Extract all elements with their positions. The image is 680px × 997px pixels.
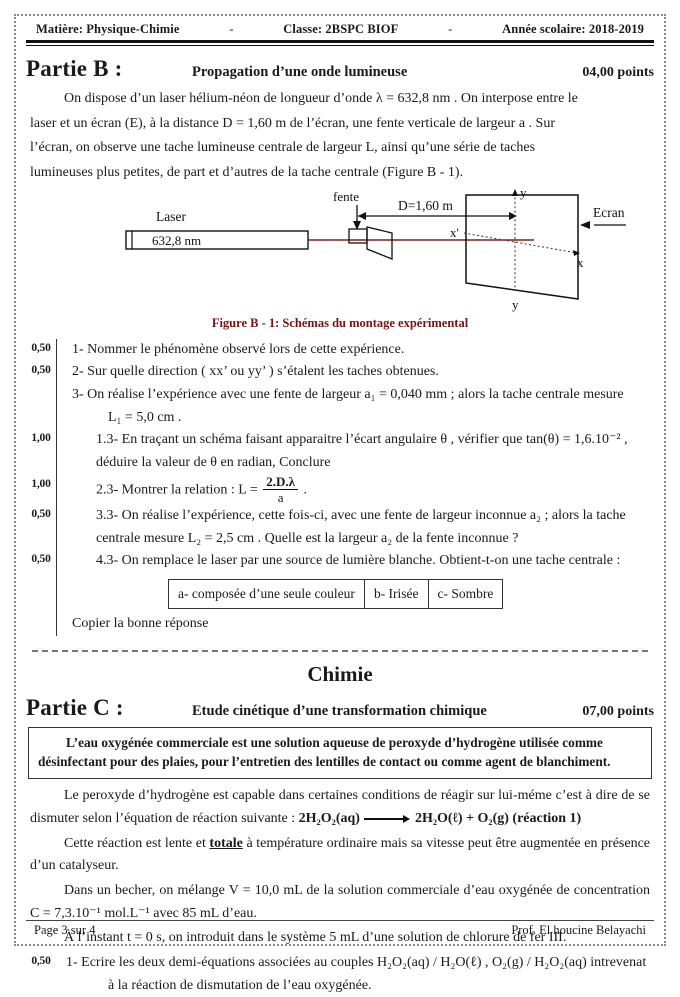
- fraction-denominator: a: [277, 490, 284, 506]
- experiment-diagram-svg: [26, 187, 654, 315]
- partie-c-points: 07,00 points: [582, 703, 654, 719]
- options-row: [26, 573, 654, 613]
- question-points: 0,50: [31, 955, 51, 968]
- option-a[interactable]: a- composée d’une seule couleur: [169, 580, 365, 609]
- question-row: [26, 452, 654, 475]
- screen-axis-x: [464, 233, 577, 253]
- question-row: [26, 975, 654, 997]
- partie-c-heading: [26, 695, 654, 721]
- points-gutter-rule: [56, 339, 57, 636]
- slit-square: [349, 229, 367, 243]
- chimie-paragraph-2-a: Cette réaction est lente et: [64, 835, 210, 851]
- question-text: 1- Ecrire les deux demi-équations associées au couples H₂O₂(aq) / H₂O(ℓ) , O₂(g) / H₂O₂(aq) intrevenat: [66, 955, 647, 971]
- fente-label: fente: [333, 188, 359, 204]
- copy-answer-row: [26, 613, 654, 636]
- question-row: [26, 505, 654, 528]
- screen-parallelogram: [466, 195, 578, 299]
- document-header: [26, 22, 654, 40]
- header-dash-1: -: [229, 22, 234, 36]
- question-text: centrale mesure L₂ = 2,5 cm . Quelle est la largeur a₂ de la fente inconnue ?: [96, 530, 519, 546]
- chimie-paragraph-2-c: à température ordinaire mais sa vitesse peut être augmentée en présence d’un catalyseur.: [30, 835, 650, 874]
- document-footer: [26, 920, 654, 938]
- distance-arrow-head-right: [509, 212, 517, 220]
- partie-c-title: Partie C :: [26, 694, 124, 720]
- question-text: déduire la valeur de θ en radian, Conclure: [96, 455, 331, 471]
- reaction-tag: (réaction 1): [512, 811, 582, 827]
- question-text: 1.3- En traçant un schéma faisant apparaitre l’écart angulaire θ , vérifier que tan(θ) = 1,6.10⁻² ,: [96, 432, 628, 448]
- question-text-prefix: 2.3- Montrer la relation : L =: [96, 482, 258, 498]
- question-row: [26, 528, 654, 551]
- header-dash-2: -: [448, 22, 453, 36]
- question-points: [26, 384, 56, 387]
- fraction-numerator: 2.D.λ: [263, 475, 298, 491]
- question-points-spacer: [26, 975, 56, 978]
- partie-b-heading: [26, 56, 654, 82]
- question-row: [26, 384, 654, 407]
- question-row: [26, 407, 654, 430]
- question-text: 4.3- On remplace le laser par une source de lumière blanche. Obtient-t-on une tache centrale :: [96, 553, 621, 569]
- reaction-arrow-icon: [364, 814, 410, 823]
- copy-answer-points-spacer: [26, 613, 56, 616]
- chimie-intro-line-1: L’eau oxygénée commerciale est une solution aqueuse de peroxyde d’hydrogène utilisée comme: [66, 734, 603, 750]
- question-text: 1- Nommer le phénomène observé lors de cette expérience.: [72, 341, 405, 357]
- axis-y-top-label: y: [520, 186, 527, 200]
- section-separator: [32, 650, 648, 652]
- distance-arrow-head-left: [358, 212, 366, 220]
- question-text: 3- On réalise l’expérience avec une fente de largeur a₁ = 0,040 mm ; alors la tache centrale mesure: [72, 387, 624, 403]
- partie-b-questions: [26, 339, 654, 636]
- header-school-year: Année scolaire: 2018-2019: [502, 22, 644, 36]
- option-b[interactable]: b- Irisée: [364, 580, 428, 609]
- question-points: 0,50: [31, 341, 51, 354]
- footer-row: [26, 923, 654, 938]
- question-row: [26, 339, 654, 362]
- question-row-with-fraction: [26, 475, 654, 505]
- laser-label: Laser: [156, 208, 186, 224]
- ecran-label: Ecran: [593, 204, 625, 220]
- question-points: 1,00: [31, 477, 51, 490]
- option-c[interactable]: c- Sombre: [428, 580, 503, 609]
- partie-b-intro-line-1: On dispose d’un laser hélium-néon de longueur d’onde λ = 632,8 nm . On interpose entre le: [64, 91, 578, 106]
- chimie-paragraph-4: À l’instant t = 0 s, on introduit dans le système 5 mL d’une solution de chlorure de fer III.: [64, 930, 567, 946]
- figure-caption: Figure B - 1: Schémas du montage expérimental: [211, 315, 469, 330]
- chimie-paragraph-1: [30, 785, 650, 830]
- chimie-paragraph-2-totale: totale: [209, 835, 243, 851]
- header-class: Classe: 2BSPC BIOF: [283, 22, 399, 36]
- question-text-suffix: .: [303, 482, 307, 498]
- chimie-intro-line-2: désinfectant pour des plaies, pour l’entretien des lentilles de contact ou comme agent de blanchiment.: [38, 754, 611, 770]
- partie-c-subject: Etude cinétique d’une transformation chimique: [192, 702, 487, 719]
- footer-author: Prof. El houcine Belayachi: [511, 923, 646, 937]
- partie-b-points: 04,00 points: [582, 65, 654, 80]
- answer-options-table: [168, 579, 503, 609]
- axis-y-arrow-head: [512, 189, 518, 196]
- partie-b-intro-line-2: laser et un écran (E), à la distance D = 1,60 m de l’écran, une fente verticale de largeur a . Sur: [30, 115, 556, 131]
- chimie-intro-box: [28, 727, 652, 780]
- footer-page-number: Page 3 sur 4: [34, 923, 96, 937]
- question-text: à la réaction de dismutation de l’eau oxygénée.: [108, 977, 372, 993]
- question-row: [26, 361, 654, 384]
- question-text: 3.3- On réalise l’expérience, cette fois-ci, avec une fente de largeur inconnue a₂ ; alors la tache: [96, 508, 626, 523]
- laser-box-label: 632,8 nm: [152, 232, 202, 248]
- distance-label: D=1,60 m: [398, 197, 453, 213]
- formula-fraction: [263, 475, 298, 505]
- chimie-paragraph-2: [30, 833, 650, 878]
- document-sheet: [26, 22, 654, 993]
- chimie-paragraph-1-text: Le peroxyde d’hydrogène est capable dans certaines conditions de réagir sur lui-méme c’est à dire de se dismuter selon l’équation de réaction suivante :: [30, 788, 650, 827]
- question-text-fraction: [56, 475, 654, 505]
- question-points: 0,50: [31, 553, 51, 566]
- question-points: [26, 528, 56, 531]
- question-points: [26, 407, 56, 410]
- chimie-title: Chimie: [307, 661, 373, 686]
- chimie-paragraph-3: Dans un becher, on mélange V = 10,0 mL de la solution commerciale d’eau oxygénée de concentration C = 7,3.10⁻¹ mol.L⁻¹ avec 85 mL d’eau.: [30, 883, 650, 921]
- reaction-equation-left: 2H₂O₂(aq): [298, 811, 360, 827]
- table-row: [169, 580, 503, 609]
- question-row: [26, 550, 654, 573]
- question-text: L₁ = 5,0 cm .: [108, 409, 182, 425]
- axis-y-bottom-label: y: [512, 296, 519, 312]
- partie-b-intro-line-4: lumineuses plus petites, de part et d’autres de la tache centrale (Figure B - 1).: [30, 165, 464, 181]
- partie-b-subject: Propagation d’une onde lumineuse: [192, 64, 408, 80]
- header-double-rule: [26, 40, 654, 46]
- question-points: 0,50: [31, 508, 51, 520]
- slit-holder-trapezoid: [367, 227, 392, 259]
- copy-answer-text: Copier la bonne réponse: [72, 615, 209, 631]
- axis-x-right-label: x: [577, 254, 584, 270]
- question-row: [26, 952, 654, 975]
- reaction-equation-right: 2H₂O(ℓ) + O₂(g): [414, 811, 509, 827]
- question-text: 2- Sur quelle direction ( xx’ ou yy’ ) s’étalent les taches obtenues.: [72, 364, 439, 380]
- partie-b-intro-line-3: l’écran, on observe une tache lumineuse centrale de largeur L, ainsi qu’une série de taches: [30, 140, 536, 156]
- options-cell: [56, 573, 654, 613]
- question-points: 0,50: [31, 364, 51, 377]
- axis-x-left-label: x': [450, 224, 459, 240]
- partie-b-title: Partie B :: [26, 56, 123, 81]
- options-points-spacer: [26, 573, 56, 576]
- partie-c-questions: [26, 952, 654, 997]
- footer-rule: [26, 920, 654, 921]
- question-points: 1,00: [31, 432, 51, 445]
- question-row: [26, 429, 654, 452]
- question-points: [26, 452, 56, 455]
- ecran-pointer-head: [580, 221, 590, 229]
- header-subject: Matière: Physique-Chimie: [36, 22, 180, 36]
- experiment-diagram: [26, 187, 654, 315]
